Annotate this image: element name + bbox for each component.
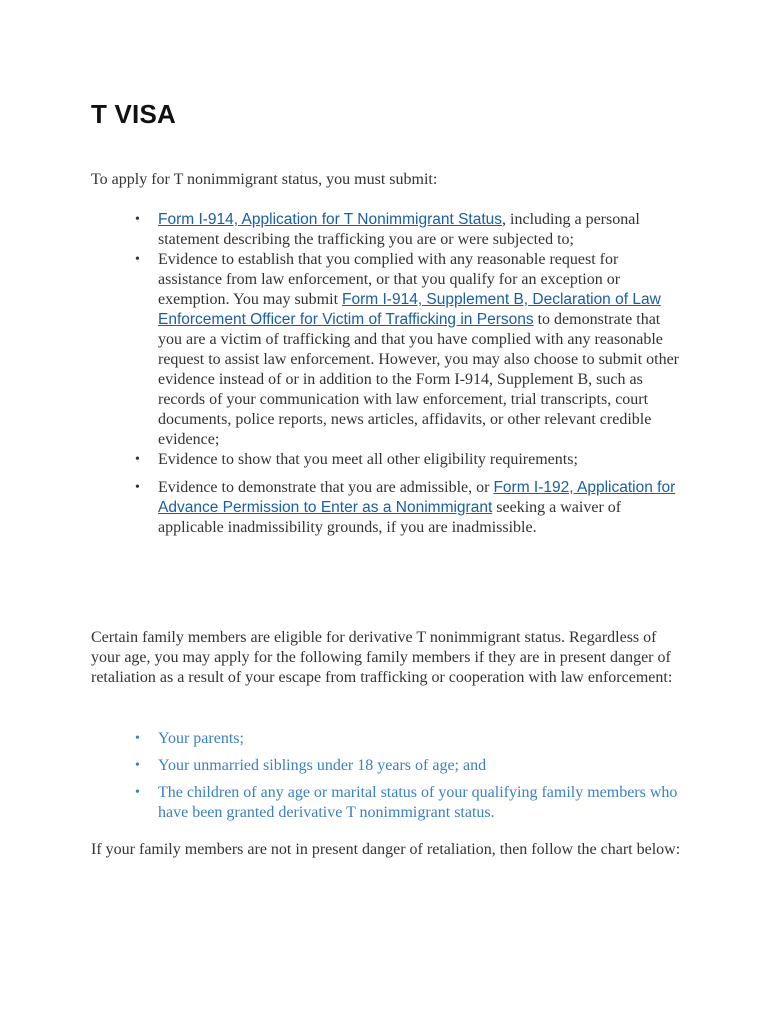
list-item-text: Evidence to show that you meet all other eligibility requirements; bbox=[158, 451, 578, 468]
family-members-list bbox=[91, 729, 681, 823]
list-item: • Your parents; bbox=[91, 729, 681, 749]
form-i192-link[interactable]: Form I-192, Application for Advance Permission to Enter as a Nonimmigrant bbox=[158, 479, 676, 516]
family-paragraph: Certain family members are eligible for derivative T nonimmigrant status. Regardless of your age, you may apply for the following family members if they are in present danger of retaliation as a result of your escape from trafficking or cooperation with law enforcement: bbox=[91, 629, 673, 686]
list-item-text: seeking a waiver of applicable inadmissibility grounds, if you are inadmissible. bbox=[158, 499, 622, 536]
list-item bbox=[91, 450, 681, 470]
list-item-text: Evidence to demonstrate that you are admissible, or bbox=[158, 479, 494, 496]
list-item: • The children of any age or marital status of your qualifying family members who have been granted derivative T nonimmigrant status. bbox=[91, 783, 681, 823]
list-item bbox=[91, 210, 681, 250]
requirements-list bbox=[91, 210, 681, 538]
list-item-text: to demonstrate that you are a victim of trafficking and that you have complied with any reasonable request to assist law enforcement. However, you may also choose to submit other evidence instead of or in addition to the Form I-914, Supplement B, such as records of your communication with law enforcement, trial transcripts, court documents, police reports, news articles, affidavits, or other relevant credible evidence; bbox=[158, 311, 680, 448]
intro-paragraph: To apply for T nonimmigrant status, you must submit: bbox=[91, 171, 438, 188]
list-item-text: , including a personal statement describing the trafficking you are or were subjected to; bbox=[158, 211, 640, 248]
closing-paragraph: If your family members are not in present danger of retaliation, then follow the chart below: bbox=[91, 841, 681, 858]
list-item-text: Evidence to establish that you complied with any reasonable request for assistance from law enforcement, or that you qualify for an exception or exemption. You may submit bbox=[158, 251, 621, 308]
form-i914-link[interactable]: Form I-914, Application for T Nonimmigrant Status bbox=[158, 211, 503, 228]
list-item: • Your unmarried siblings under 18 years of age; and bbox=[91, 756, 681, 776]
form-i914-supplement-b-link[interactable]: Form I-914, Supplement B, Declaration of Law Enforcement Officer for Victim of Trafficking in Persons bbox=[158, 291, 661, 328]
list-item bbox=[91, 478, 681, 538]
page-title: T VISA bbox=[91, 99, 176, 129]
list-item bbox=[91, 250, 681, 450]
